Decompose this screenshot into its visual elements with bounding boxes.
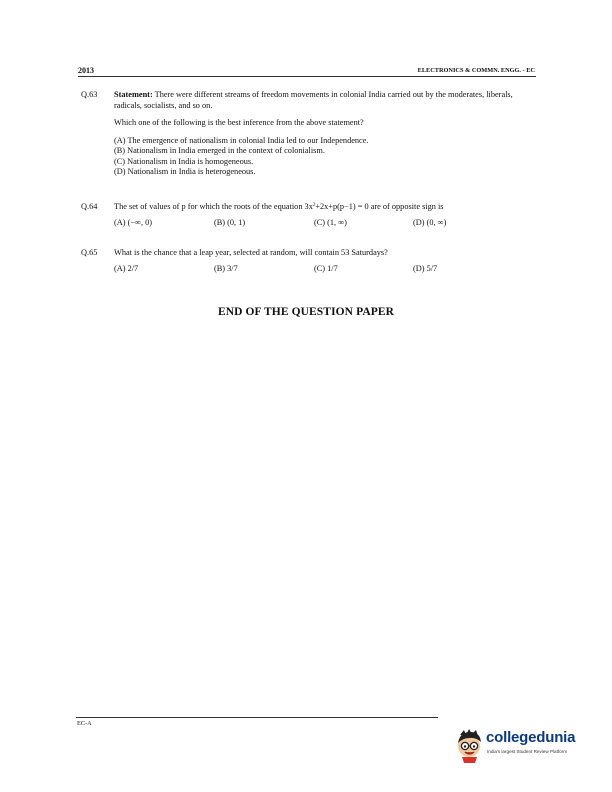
option-b: (B) Nationalism in India emerged in the context of colonialism. (114, 146, 325, 156)
question-prompt: The set of values of p for which the roots of the equation $3x^2+2x+p(p-1) = 0$ are of opposite sign is (114, 202, 444, 211)
option-d: (D) 5/7 (413, 263, 438, 273)
mascot-icon (454, 726, 486, 766)
footer-divider (76, 717, 438, 718)
option-c: (C) Nationalism in India is homogeneous. (114, 156, 254, 166)
logo-tagline: India's largest Student Review Platform (487, 749, 568, 754)
question-body (114, 248, 541, 275)
option-a: (A) 2/7 (114, 263, 139, 273)
question-body (114, 202, 541, 229)
question-number: Q.65 (81, 248, 98, 257)
question-prompt: Which one of the following is the best inference from the above statement? (114, 118, 364, 128)
statement-text: There were different streams of freedom movements in colonial India carried out by the moderates, liberals, radicals, socialists, and so on. (114, 90, 513, 110)
collegedunia-logo (454, 726, 584, 766)
option-d: (D) Nationalism in India is heterogeneous. (114, 167, 256, 176)
end-of-paper-title: END OF THE QUESTION PAPER (217, 306, 395, 318)
question-number: Q.63 (81, 90, 98, 99)
question-number: Q.64 (81, 202, 98, 211)
statement-label: Statement: (114, 90, 153, 99)
logo-wordmark: collegedunia (486, 729, 576, 746)
option-b: (B) (0, 1) (214, 217, 246, 227)
header-subject: ELECTRONICS & COMMN. ENGG. - EC (417, 67, 535, 74)
option-a: (A) (−∞, 0) (114, 217, 153, 227)
question-63 (81, 90, 541, 177)
question-body (114, 90, 541, 177)
option-d: (D) (0, ∞) (413, 217, 447, 227)
header-divider (78, 76, 536, 77)
header-year: 2013 (78, 66, 94, 75)
options-row (114, 264, 541, 275)
option-a: (A) The emergence of nationalism in colonial India led to our Independence. (114, 135, 369, 145)
option-c: (C) 1/7 (314, 263, 338, 273)
footer-code: EC-A (77, 720, 92, 727)
option-b: (B) 3/7 (214, 263, 238, 273)
options-row (114, 218, 541, 229)
question-statement (114, 90, 541, 111)
question-prompt: What is the chance that a leap year, selected at random, will contain 53 Saturdays? (114, 248, 388, 257)
option-c: (C) (1, ∞) (314, 217, 347, 227)
question-64 (81, 202, 541, 229)
question-65 (81, 248, 541, 275)
